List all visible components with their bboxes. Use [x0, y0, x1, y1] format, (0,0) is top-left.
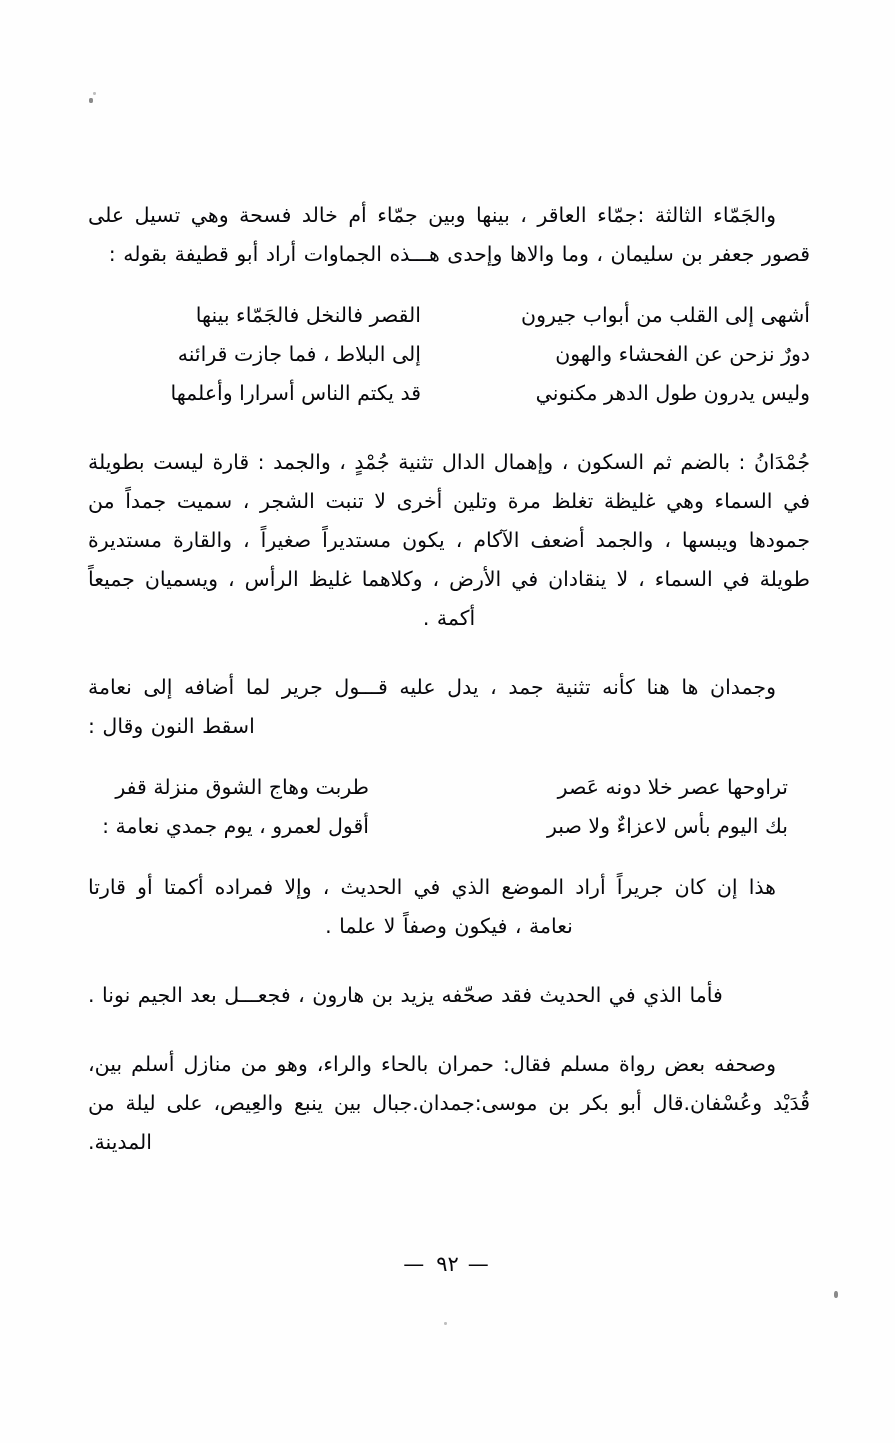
- paragraph-hadith-tashif: فأما الذي في الحديث فقد صحّفه يزيد بن هارون ، فجعـــل بعد الجيم نونا .: [88, 983, 723, 1007]
- spacer: [88, 1015, 810, 1045]
- hemistich-first: إلى البلاط ، فما جازت قرائنه: [177, 342, 421, 366]
- paragraph-jumdan-definition: جُمْدَانُ : بالضم ثم السكون ، وإهمال الدال تثنية جُمْدٍ ، والجمد : قارة ليست بطويلة في السماء وهي غليظة تغلظ مرة وتلين أخرى لا تنبت الشجر ، سميت جمداً من جمودها ويبسها ، والجمد أضعف الآكام ، يكون مستديراً صغيراً ، والقارة مستديرة طويلة في السماء ، لا ينقادان في الأرض ، وكلاهما غليظ الرأس ، ويسميان جميعاً أكمة .: [88, 450, 810, 630]
- hemistich-second: بك اليوم بأس لاعزاءٌ ولا صبر: [546, 814, 788, 838]
- page-number-footer: [0, 1252, 895, 1276]
- hemistich-first: أقول لعمرو ، يوم جمدي نعامة :: [102, 814, 369, 838]
- poem-abu-qatifa: [88, 296, 810, 413]
- scan-speck-top-left-faint: [93, 92, 96, 95]
- hemistich-second: تراوحها عصر خلا دونه عَصر: [557, 775, 788, 799]
- scan-speck-bottom-center: [444, 1322, 447, 1325]
- hemistich-second: وليس يدرون طول الدهر مكنوني: [535, 381, 810, 405]
- spacer: [88, 946, 810, 976]
- scan-speck-bottom-right: [834, 1291, 838, 1298]
- verse-line: [88, 296, 810, 335]
- hemistich-first: قد يكتم الناس أسرارا وأعلمها: [170, 381, 421, 405]
- scan-speck-top-left: [89, 98, 93, 103]
- hemistich-second: أشهى إلى القلب من أبواب جيرون: [521, 303, 810, 327]
- spacer: [88, 746, 810, 768]
- folio-dash-right: —: [467, 1252, 492, 1276]
- spacer: [88, 413, 810, 443]
- paragraph-jumdan-dual: وجمدان ها هنا كأنه تثنية جمد ، يدل عليه قـــول جرير لما أضافه إلى نعامة اسقط النون وقال :: [88, 675, 776, 738]
- paragraph-jamma-thalitha: والجَمّاء الثالثة :جمّاء العاقر ، بينها وبين جمّاء أم خالد فسحة وهي تسيل على قصور جعفر بن سليمان ، وما والاها وإحدى هـــذه الجماوات أراد أبو قطيفة بقوله :: [88, 203, 810, 266]
- page-text-body: [88, 196, 810, 1162]
- hemistich-second: دورٌ نزحن عن الفحشاء والهون: [555, 342, 810, 366]
- spacer: [88, 274, 810, 296]
- poem-jarir: [88, 768, 810, 846]
- hemistich-first: طربت وهاج الشوق منزلة قفر: [115, 775, 369, 799]
- hemistich-first: القصر فالنخل فالجَمّاء بينها: [195, 303, 421, 327]
- verse-line: [88, 335, 810, 374]
- verse-line: [88, 807, 810, 846]
- verse-line: [88, 374, 810, 413]
- folio-number: ٩٢: [436, 1252, 459, 1276]
- folio-dash-left: —: [403, 1252, 428, 1276]
- verse-line: [88, 768, 810, 807]
- paragraph-jarir-commentary: هذا إن كان جريراً أراد الموضع الذي في الحديث ، وإلا فمراده أكمتا أو قارتا نعامة ، فيكون وصفاً لا علما .: [88, 875, 776, 938]
- paragraph-muslim-narrators: وصحفه بعض رواة مسلم فقال: حمران بالحاء والراء، وهو من منازل أسلم بين، قُدَيْد وعُسْفان.قال أبو بكر بن موسى:جمدان.جبال بين ينبع والعِيص، على ليلة من المدينة.: [88, 1052, 810, 1154]
- spacer: [88, 638, 810, 668]
- spacer: [88, 846, 810, 868]
